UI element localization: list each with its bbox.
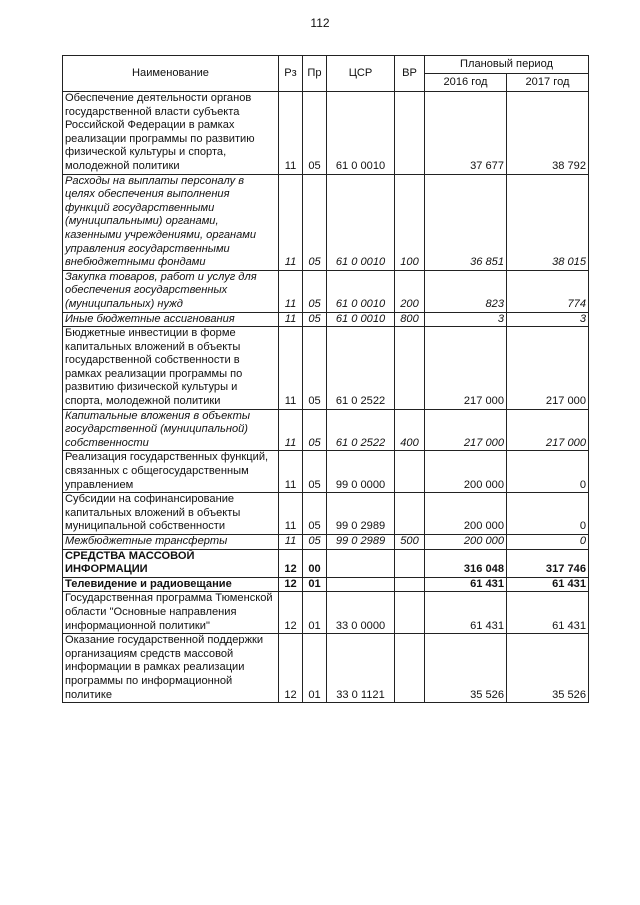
cell-2016: 61 431 — [425, 592, 507, 634]
header-year-2016: 2016 год — [425, 74, 507, 92]
table-row — [63, 409, 589, 451]
cell-csr: 61 0 0010 — [327, 312, 395, 327]
cell-pr: 05 — [303, 451, 327, 493]
table-row — [63, 634, 589, 703]
cell-vr — [395, 451, 425, 493]
cell-name: Межбюджетные трансферты — [63, 535, 279, 550]
cell-pr: 05 — [303, 409, 327, 451]
cell-pr: 05 — [303, 535, 327, 550]
cell-csr: 61 0 2522 — [327, 327, 395, 410]
header-vr: ВР — [395, 56, 425, 92]
table-row — [63, 270, 589, 312]
cell-2016: 200 000 — [425, 535, 507, 550]
cell-csr: 61 0 0010 — [327, 92, 395, 175]
cell-2017: 217 000 — [507, 327, 589, 410]
cell-vr: 800 — [395, 312, 425, 327]
cell-pr: 01 — [303, 634, 327, 703]
header-year-2017: 2017 год — [507, 74, 589, 92]
cell-pr: 05 — [303, 327, 327, 410]
table-row — [63, 493, 589, 535]
cell-2016: 61 431 — [425, 577, 507, 592]
cell-vr — [395, 92, 425, 175]
cell-name: Иные бюджетные ассигнования — [63, 312, 279, 327]
cell-rz: 12 — [279, 577, 303, 592]
cell-vr — [395, 493, 425, 535]
cell-2016: 316 048 — [425, 549, 507, 577]
cell-rz: 12 — [279, 592, 303, 634]
cell-2017: 217 000 — [507, 409, 589, 451]
cell-csr: 99 0 2989 — [327, 535, 395, 550]
cell-2017: 3 — [507, 312, 589, 327]
cell-name: Оказание государственной поддержки организациям средств массовой информации в рамках реализации программы по информационной политике — [63, 634, 279, 703]
cell-csr: 33 0 0000 — [327, 592, 395, 634]
cell-vr — [395, 327, 425, 410]
cell-rz: 11 — [279, 174, 303, 270]
cell-name: Государственная программа Тюменской области "Основные направления информационной политики" — [63, 592, 279, 634]
cell-2016: 35 526 — [425, 634, 507, 703]
cell-pr: 05 — [303, 312, 327, 327]
cell-2017: 35 526 — [507, 634, 589, 703]
cell-2016: 823 — [425, 270, 507, 312]
budget-table — [62, 55, 589, 703]
header-name: Наименование — [63, 56, 279, 92]
cell-csr: 33 0 1121 — [327, 634, 395, 703]
cell-2017: 0 — [507, 451, 589, 493]
cell-2017: 38 015 — [507, 174, 589, 270]
cell-2016: 36 851 — [425, 174, 507, 270]
cell-rz: 11 — [279, 327, 303, 410]
cell-pr: 00 — [303, 549, 327, 577]
header-rz: Рз — [279, 56, 303, 92]
table-row — [63, 592, 589, 634]
table-row — [63, 174, 589, 270]
cell-pr: 01 — [303, 577, 327, 592]
cell-name: Обеспечение деятельности органов государственной власти субъекта Российской Федерации в рамках реализации программы по развитию физической культуры и спорта, молодежной политики — [63, 92, 279, 175]
table-row — [63, 327, 589, 410]
header-planned-period: Плановый период — [425, 56, 589, 74]
cell-name: Капитальные вложения в объекты государственной (муниципальной) собственности — [63, 409, 279, 451]
cell-name: Расходы на выплаты персоналу в целях обеспечения выполнения функций государственными (муниципальными) органами, казенными учреждениями, органами управления государственными внебюджетными фондами — [63, 174, 279, 270]
cell-2016: 3 — [425, 312, 507, 327]
page-number: 112 — [310, 16, 330, 30]
cell-name: Телевидение и радиовещание — [63, 577, 279, 592]
header-csr: ЦСР — [327, 56, 395, 92]
cell-pr: 05 — [303, 270, 327, 312]
cell-pr: 05 — [303, 92, 327, 175]
cell-csr: 61 0 0010 — [327, 270, 395, 312]
cell-vr — [395, 549, 425, 577]
cell-rz: 12 — [279, 634, 303, 703]
cell-2016: 200 000 — [425, 493, 507, 535]
cell-pr: 01 — [303, 592, 327, 634]
cell-2017: 0 — [507, 535, 589, 550]
header-pr: Пр — [303, 56, 327, 92]
cell-vr — [395, 577, 425, 592]
cell-name: Субсидии на софинансирование капитальных вложений в объекты муниципальной собственности — [63, 493, 279, 535]
cell-rz: 11 — [279, 312, 303, 327]
cell-vr: 100 — [395, 174, 425, 270]
cell-csr: 99 0 0000 — [327, 451, 395, 493]
cell-pr: 05 — [303, 493, 327, 535]
cell-2017: 61 431 — [507, 577, 589, 592]
cell-vr: 200 — [395, 270, 425, 312]
cell-2016: 200 000 — [425, 451, 507, 493]
table-row — [63, 549, 589, 577]
cell-rz: 11 — [279, 535, 303, 550]
table-row — [63, 451, 589, 493]
cell-name: Бюджетные инвестиции в форме капитальных вложений в объекты государственной собственности в рамках реализации программы по развитию физической культуры и спорта, молодежной политики — [63, 327, 279, 410]
cell-rz: 11 — [279, 451, 303, 493]
cell-2016: 37 677 — [425, 92, 507, 175]
cell-rz: 12 — [279, 549, 303, 577]
cell-csr: 61 0 0010 — [327, 174, 395, 270]
table-row — [63, 92, 589, 175]
cell-2017: 38 792 — [507, 92, 589, 175]
cell-rz: 11 — [279, 270, 303, 312]
table-row — [63, 577, 589, 592]
cell-2017: 0 — [507, 493, 589, 535]
cell-pr: 05 — [303, 174, 327, 270]
cell-rz: 11 — [279, 409, 303, 451]
cell-name: Закупка товаров, работ и услуг для обеспечения государственных (муниципальных) нужд — [63, 270, 279, 312]
cell-2016: 217 000 — [425, 327, 507, 410]
cell-2017: 317 746 — [507, 549, 589, 577]
cell-2016: 217 000 — [425, 409, 507, 451]
cell-vr — [395, 634, 425, 703]
table-row — [63, 312, 589, 327]
cell-vr: 400 — [395, 409, 425, 451]
cell-csr: 99 0 2989 — [327, 493, 395, 535]
cell-csr — [327, 577, 395, 592]
cell-2017: 61 431 — [507, 592, 589, 634]
table-body — [63, 92, 589, 703]
cell-vr: 500 — [395, 535, 425, 550]
cell-csr: 61 0 2522 — [327, 409, 395, 451]
cell-vr — [395, 592, 425, 634]
cell-name: Реализация государственных функций, связанных с общегосударственным управлением — [63, 451, 279, 493]
cell-2017: 774 — [507, 270, 589, 312]
cell-rz: 11 — [279, 92, 303, 175]
table-row — [63, 535, 589, 550]
cell-name: СРЕДСТВА МАССОВОЙ ИНФОРМАЦИИ — [63, 549, 279, 577]
cell-rz: 11 — [279, 493, 303, 535]
cell-csr — [327, 549, 395, 577]
